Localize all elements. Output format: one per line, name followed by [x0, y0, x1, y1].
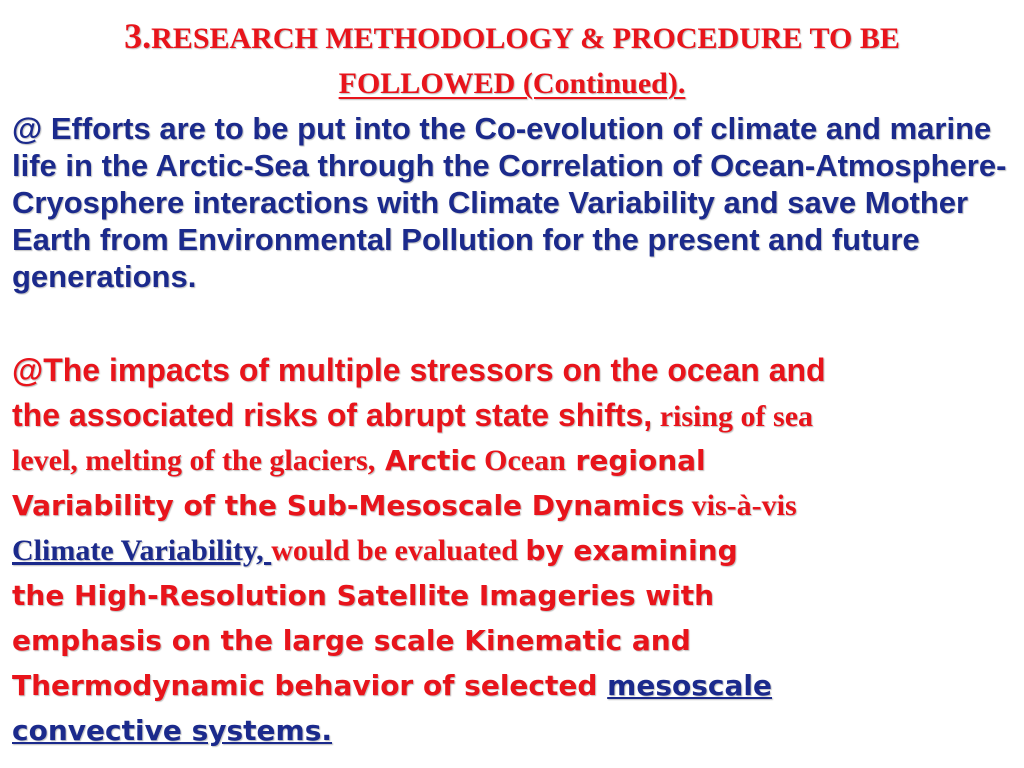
paragraph2-line-6	[12, 573, 1012, 618]
paragraph2-line-5	[12, 528, 1012, 573]
arctic-text: Arctic	[375, 444, 477, 477]
rising-sea-text: rising of sea	[652, 400, 814, 433]
paragraph2-line-8	[12, 663, 1012, 708]
paragraph2-line-4	[12, 483, 1012, 528]
paragraph2-line-2	[12, 393, 1012, 438]
paragraph2-line-9	[12, 708, 1012, 753]
paragraph-arctic-coevolution: @ Efforts are to be put into the Co-evolution of climate and marine life in the Arctic-Sea through the Correlation of Ocean-Atmosphere-Cryosphere interactions with Climate Variability and save Mother Earth from Environmental Pollution for the present and future generations.	[12, 111, 1007, 294]
satellite-imageries-text: the High-Resolution Satellite Imageries with	[12, 579, 715, 612]
submesoscale-text: Variability of the Sub-Mesoscale Dynamics	[12, 489, 685, 522]
paragraph-multiple-stressors	[12, 348, 1012, 753]
ocean-text: Ocean	[476, 444, 566, 477]
examining-text: by examining	[525, 534, 738, 567]
paragraph2-line-1	[12, 348, 1012, 393]
slide-title-line1	[0, 12, 1024, 63]
vis-a-vis-text: vis-à-vis	[684, 489, 797, 522]
abrupt-shifts-text: the associated risks of abrupt state shifts,	[12, 397, 653, 433]
kinematic-text: emphasis on the large scale Kinematic and	[12, 624, 691, 657]
slide-title-line2	[0, 62, 1024, 106]
convective-systems-link[interactable]: convective systems.	[12, 714, 333, 747]
title-text-line1: RESEARCH METHODOLOGY & PROCEDURE TO BE	[151, 22, 900, 55]
paragraph2-line-3	[12, 438, 1012, 483]
glaciers-text: level, melting of the glaciers,	[12, 444, 376, 477]
evaluated-text: would be evaluated	[271, 534, 526, 567]
mesoscale-link[interactable]: mesoscale	[607, 669, 772, 702]
climate-variability-link[interactable]: Climate Variability,	[12, 534, 272, 567]
thermodynamic-text: Thermodynamic behavior of selected	[12, 669, 608, 702]
stressors-line1-text: @The impacts of multiple stressors on the ocean and	[12, 352, 826, 388]
regional-text: regional	[565, 444, 706, 477]
title-text-line2: FOLLOWED (Continued).	[338, 67, 686, 100]
paragraph2-line-7	[12, 618, 1012, 663]
section-number: 3.	[124, 16, 152, 56]
